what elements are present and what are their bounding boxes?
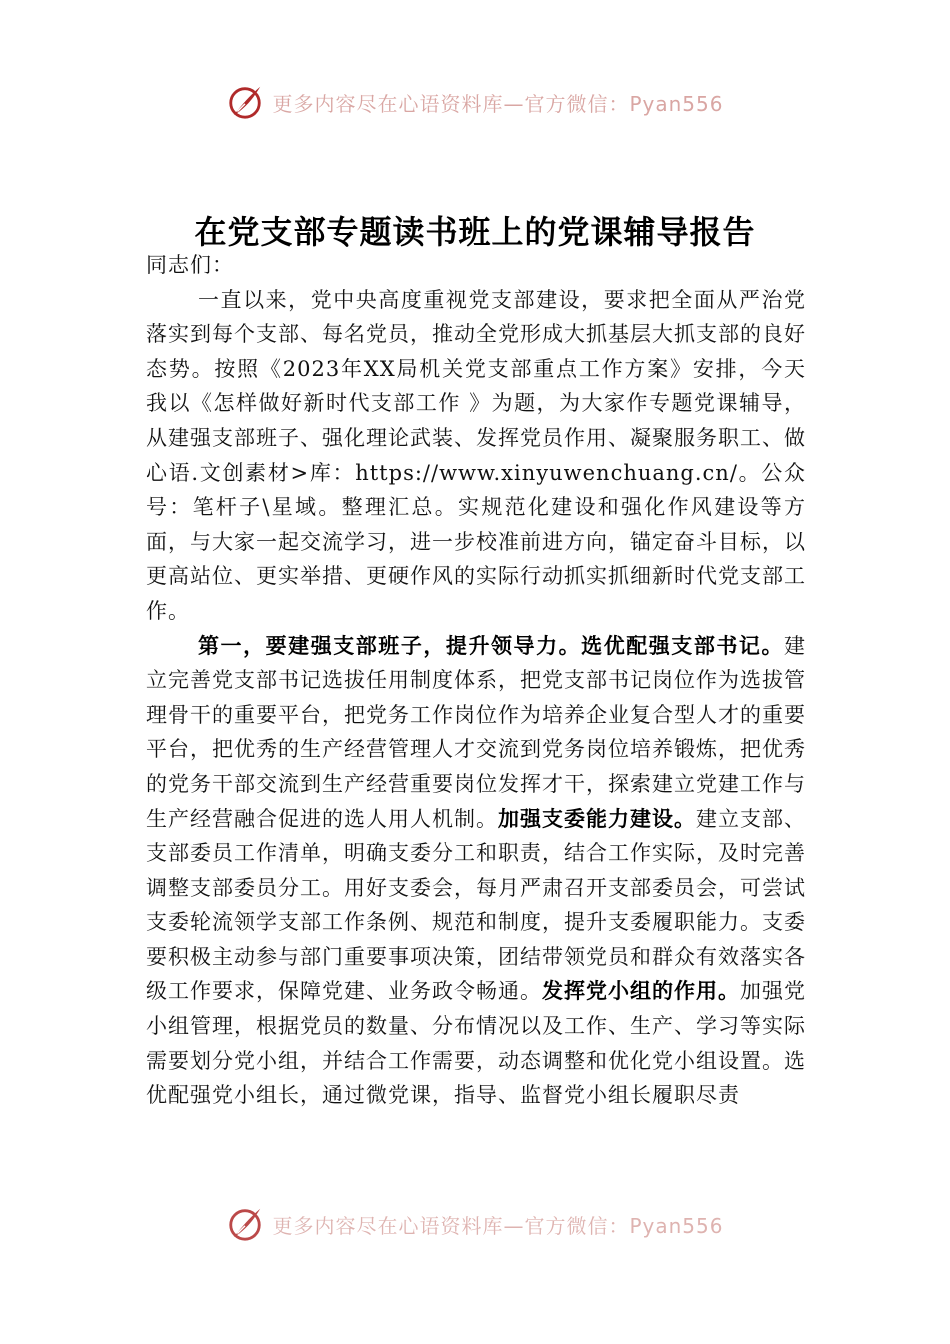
watermark-header [0, 80, 950, 124]
secretary-text: 建立完善党支部书记选拔任用制度体系，把党支部书记岗位作为选拔管理骨干的重要平台，把党务工作岗位作为培养企业复合型人才的重要平台，把优秀的生产经营管理人才交流到党务岗位培养锻炼，把优秀的党务干部交流到生产经营重要岗位发挥才干，探索建立党建工作与生产经营融合促进的选人用人机制。 [146, 633, 807, 831]
watermark-footer [0, 1202, 950, 1246]
party-group-text: 加强党小组管理，根据党员的数量、分布情况以及工作、生产、学习等实际需要划分党小组，并结合工作需要，动态调整和优化党小组设置。选优配强党小组长，通过微党课，指导、监督党小组长履职尽责 [146, 979, 806, 1108]
subheading-committee: 加强支委能力建设。 [498, 805, 696, 831]
subheading-party-group: 发挥党小组的作用。 [542, 978, 740, 1004]
watermark-text: 更多内容尽在心语资料库—官方微信：Pyan556 [272, 91, 724, 116]
committee-text: 建立支部、支部委员工作清单，明确支委分工和职责，结合工作实际，及时完善调整支部委员分工。用好支委会，每月严肃召开支部委员会，可尝试支委轮流领学支部工作条例、规范和制度，提升支委履职能力。支委要积极主动参与部门重要事项决策，团结带领党员和群众有效落实各级工作要求，保障党建、业务政令畅通。 [146, 806, 806, 1004]
quill-logo-icon [226, 1205, 264, 1243]
document-body [146, 248, 806, 1113]
intro-paragraph: 一直以来，党中央高度重视党支部建设，要求把全面从严治党落实到每个支部、每名党员，推动全党形成大抓基层大抓支部的良好态势。按照《2023年XX局机关党支部重点工作方案》安排，今天我以《怎样做好新时代支部工作 》为题，为大家作专题党课辅导，从建强支部班子、强化理论武装、发挥党员作用、凝聚服务职工、做心语.文创素材>库：https://www.xinyuwenchuang.cn/。公众号：笔杆子\星域。整理汇总。实规范化建设和强化作风建设等方面，与大家一起交流学习，进一步校准前进方向，锚定奋斗目标，以更高站位、更实举措、更硬作风的实际行动抓实抓细新时代党支部工作。 [146, 287, 806, 623]
subheading-secretary: 选优配强支部书记。 [581, 632, 785, 658]
salutation: 同志们： [146, 253, 234, 277]
document-title: 在党支部专题读书班上的党课辅导报告 [194, 213, 756, 252]
watermark-text: 更多内容尽在心语资料库—官方微信：Pyan556 [272, 1213, 724, 1238]
section-heading: 第一，要建强支部班子，提升领导力。 [198, 632, 582, 658]
section-one-paragraph [146, 629, 806, 1113]
quill-logo-icon [226, 83, 264, 121]
